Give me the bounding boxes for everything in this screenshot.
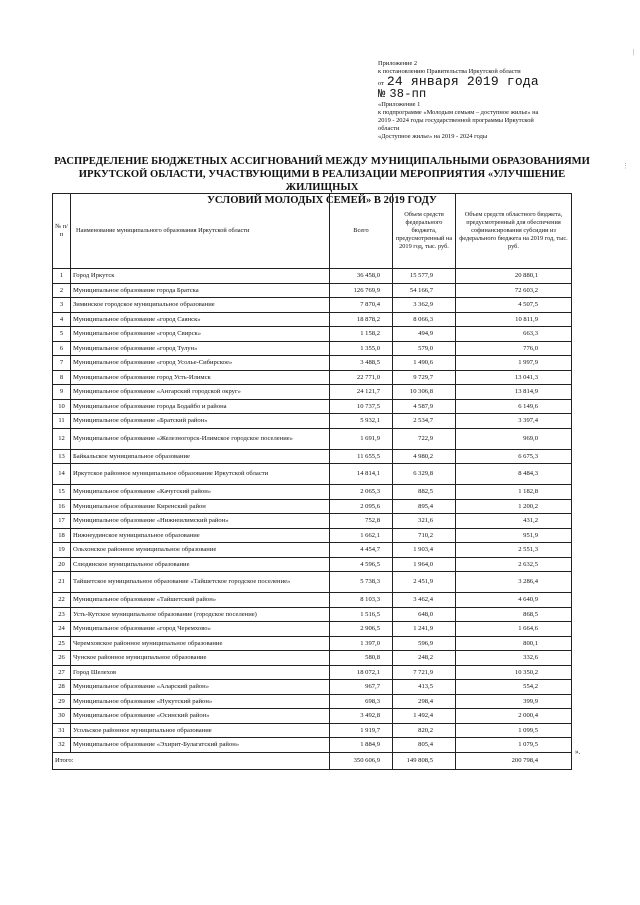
closing-mark: ». — [575, 748, 581, 756]
row-regional: 800,1 — [456, 636, 572, 651]
table-row — [53, 593, 572, 608]
header-name: Наименование муниципального образования Иркутской области — [71, 194, 330, 269]
row-total: 4 454,7 — [330, 543, 393, 558]
table-row — [53, 709, 572, 724]
row-municipality: Город Шелехов — [71, 665, 330, 680]
table-row — [53, 312, 572, 327]
row-municipality: Чунское районное муниципальное образование — [71, 651, 330, 666]
row-federal: 7 721,9 — [393, 665, 456, 680]
row-total: 22 771,0 — [330, 370, 393, 385]
row-federal: 895,4 — [393, 499, 456, 514]
table-row — [53, 738, 572, 753]
row-total: 5 738,3 — [330, 572, 393, 593]
table-row — [53, 499, 572, 514]
row-regional: 399,9 — [456, 694, 572, 709]
row-federal: 820,2 — [393, 723, 456, 738]
table-row — [53, 607, 572, 622]
row-municipality: Муниципальное образование «город Черемхово» — [71, 622, 330, 637]
row-number: 19 — [53, 543, 71, 558]
row-federal: 1 241,9 — [393, 622, 456, 637]
row-federal: 1 903,4 — [393, 543, 456, 558]
table-row — [53, 356, 572, 371]
row-number: 6 — [53, 341, 71, 356]
row-regional: 951,9 — [456, 528, 572, 543]
row-number: 3 — [53, 298, 71, 313]
row-number: 4 — [53, 312, 71, 327]
row-total: 24 121,7 — [330, 385, 393, 400]
table-row — [53, 485, 572, 500]
row-federal: 413,5 — [393, 680, 456, 695]
row-total: 1 662,1 — [330, 528, 393, 543]
row-federal: 1 964,0 — [393, 557, 456, 572]
row-federal: 6 329,8 — [393, 464, 456, 485]
row-federal: 3 362,9 — [393, 298, 456, 313]
row-total: 3 488,5 — [330, 356, 393, 371]
row-number: 27 — [53, 665, 71, 680]
row-municipality: Муниципальное образование «город Свирск» — [71, 327, 330, 342]
row-municipality: Муниципальное образование город Усть-Илимск — [71, 370, 330, 385]
row-federal: 710,2 — [393, 528, 456, 543]
row-federal: 722,9 — [393, 428, 456, 449]
row-federal: 4 980,2 — [393, 449, 456, 464]
row-federal: 321,6 — [393, 514, 456, 529]
row-municipality: Тайшетское муниципальное образование «Тайшетское городское поселение» — [71, 572, 330, 593]
row-regional: 20 880,1 — [456, 269, 572, 284]
row-total: 1 691,9 — [330, 428, 393, 449]
row-federal: 54 166,7 — [393, 283, 456, 298]
row-municipality: Муниципальное образование «город Саянск» — [71, 312, 330, 327]
date-prefix: от — [378, 80, 384, 87]
row-regional: 10 350,2 — [456, 665, 572, 680]
row-municipality: Город Иркутск — [71, 269, 330, 284]
row-municipality: Муниципальное образование «Тайшетский район» — [71, 593, 330, 608]
header-num: № п/п — [53, 194, 71, 269]
row-number: 5 — [53, 327, 71, 342]
row-number: 13 — [53, 449, 71, 464]
title-line: ИРКУТСКОЙ ОБЛАСТИ, УЧАСТВУЮЩИМИ В РЕАЛИЗАЦИИ МЕРОПРИЯТИЯ «УЛУЧШЕНИЕ ЖИЛИЩНЫХ — [78, 169, 566, 193]
table-row — [53, 557, 572, 572]
row-municipality: Черемховское районное муниципальное образование — [71, 636, 330, 651]
table-row — [53, 622, 572, 637]
row-regional: 776,0 — [456, 341, 572, 356]
total-row — [53, 752, 572, 769]
row-federal: 648,0 — [393, 607, 456, 622]
row-total: 1 355,0 — [330, 341, 393, 356]
row-number: 25 — [53, 636, 71, 651]
row-total: 10 737,5 — [330, 399, 393, 414]
row-total: 5 932,1 — [330, 414, 393, 429]
row-total: 1 919,7 — [330, 723, 393, 738]
row-number: 7 — [53, 356, 71, 371]
row-municipality: Муниципальное образование «Качугский район» — [71, 485, 330, 500]
row-federal: 579,0 — [393, 341, 456, 356]
table-row — [53, 283, 572, 298]
row-total: 18 072,1 — [330, 665, 393, 680]
row-number: 2 — [53, 283, 71, 298]
row-municipality: Муниципальное образование города Братска — [71, 283, 330, 298]
total-federal: 149 808,5 — [393, 752, 456, 769]
table-row — [53, 694, 572, 709]
sub-line: области — [378, 125, 400, 132]
total-regional: 200 798,4 — [456, 752, 572, 769]
row-municipality: Муниципальное образование города Бодайбо и района — [71, 399, 330, 414]
row-federal: 248,2 — [393, 651, 456, 666]
row-total: 126 769,9 — [330, 283, 393, 298]
row-regional: 2 551,3 — [456, 543, 572, 558]
row-number: 21 — [53, 572, 71, 593]
row-number: 20 — [53, 557, 71, 572]
row-municipality: Муниципальное образование Киренский район — [71, 499, 330, 514]
row-federal: 10 306,8 — [393, 385, 456, 400]
table-header-row — [53, 194, 572, 269]
row-number: 29 — [53, 694, 71, 709]
table-row — [53, 399, 572, 414]
row-municipality: Муниципальное образование «Нижнеилимский район» — [71, 514, 330, 529]
row-total: 11 655,5 — [330, 449, 393, 464]
row-number: 31 — [53, 723, 71, 738]
allocation-table — [52, 193, 572, 770]
row-municipality: Муниципальное образование «Ангарский городской округ» — [71, 385, 330, 400]
row-total: 2 906,5 — [330, 622, 393, 637]
row-number: 28 — [53, 680, 71, 695]
row-federal: 494,9 — [393, 327, 456, 342]
row-number: 26 — [53, 651, 71, 666]
table-row — [53, 269, 572, 284]
row-regional: 663,3 — [456, 327, 572, 342]
row-regional: 969,0 — [456, 428, 572, 449]
row-federal: 805,4 — [393, 738, 456, 753]
margin-mark: ⋮ — [622, 162, 629, 170]
row-federal: 1 492,4 — [393, 709, 456, 724]
table-body — [53, 269, 572, 753]
row-number: 9 — [53, 385, 71, 400]
row-number: 15 — [53, 485, 71, 500]
row-total: 36 458,0 — [330, 269, 393, 284]
row-number: 32 — [53, 738, 71, 753]
table-row — [53, 385, 572, 400]
row-total: 7 870,4 — [330, 298, 393, 313]
row-number: 8 — [53, 370, 71, 385]
row-total: 1 516,5 — [330, 607, 393, 622]
title-line: УСЛОВИЙ МОЛОДЫХ СЕМЕЙ» В 2019 ГОДУ — [207, 195, 437, 206]
table-row — [53, 528, 572, 543]
table-row — [53, 680, 572, 695]
row-municipality: Муниципальное образование «Осинский район» — [71, 709, 330, 724]
row-total: 3 492,8 — [330, 709, 393, 724]
row-municipality: Нижнеудинское муниципальное образование — [71, 528, 330, 543]
row-federal: 3 462,4 — [393, 593, 456, 608]
row-number: 14 — [53, 464, 71, 485]
row-number: 17 — [53, 514, 71, 529]
row-federal: 298,4 — [393, 694, 456, 709]
table-row — [53, 428, 572, 449]
row-regional: 332,6 — [456, 651, 572, 666]
row-total: 2 095,6 — [330, 499, 393, 514]
row-municipality: Иркутское районное муниципальное образование Иркутской области — [71, 464, 330, 485]
table-row — [53, 665, 572, 680]
number-value: 38-пп — [389, 87, 427, 101]
row-regional: 1 182,8 — [456, 485, 572, 500]
row-total: 18 878,2 — [330, 312, 393, 327]
row-total: 752,8 — [330, 514, 393, 529]
number-line — [378, 88, 578, 100]
row-federal: 2 451,9 — [393, 572, 456, 593]
table-row — [53, 341, 572, 356]
row-number: 23 — [53, 607, 71, 622]
row-total: 4 596,5 — [330, 557, 393, 572]
row-municipality: Муниципальное образование «Нукутский район» — [71, 694, 330, 709]
row-regional: 4 507,5 — [456, 298, 572, 313]
row-number: 18 — [53, 528, 71, 543]
table-row — [53, 572, 572, 593]
title-line: РАСПРЕДЕЛЕНИЕ БЮДЖЕТНЫХ АССИГНОВАНИЙ МЕЖДУ МУНИЦИПАЛЬНЫМИ ОБРАЗОВАНИЯМИ — [54, 156, 590, 167]
header-total: Всего — [330, 194, 393, 269]
row-regional: 554,2 — [456, 680, 572, 695]
row-municipality: Муниципальное образование «город Тулун» — [71, 341, 330, 356]
row-regional: 1 664,6 — [456, 622, 572, 637]
table-row — [53, 370, 572, 385]
row-federal: 4 587,9 — [393, 399, 456, 414]
row-federal: 9 729,7 — [393, 370, 456, 385]
row-municipality: Зиминское городское муниципальное образование — [71, 298, 330, 313]
row-number: 12 — [53, 428, 71, 449]
table-row — [53, 449, 572, 464]
row-federal: 8 066,3 — [393, 312, 456, 327]
row-regional: 431,2 — [456, 514, 572, 529]
row-municipality: Муниципальное образование «Эхирит-Булагатский район» — [71, 738, 330, 753]
row-regional: 13 041,3 — [456, 370, 572, 385]
row-municipality: Муниципальное образование «Братский район» — [71, 414, 330, 429]
row-regional: 1 099,5 — [456, 723, 572, 738]
row-number: 22 — [53, 593, 71, 608]
sub-line: к подпрограмме «Молодым семьям – доступное жилье» на — [378, 109, 539, 116]
sub-appendix-label: «Приложение 1 — [378, 101, 421, 108]
row-regional: 2 632,5 — [456, 557, 572, 572]
row-total: 1 397,0 — [330, 636, 393, 651]
row-regional: 868,5 — [456, 607, 572, 622]
row-regional: 3 286,4 — [456, 572, 572, 593]
sub-line: 2019 - 2024 годы государственной программы Иркутской — [378, 117, 534, 124]
row-municipality: Муниципальное образование «Аларский район» — [71, 680, 330, 695]
row-federal: 882,5 — [393, 485, 456, 500]
row-regional: 1 079,5 — [456, 738, 572, 753]
row-total: 698,3 — [330, 694, 393, 709]
row-number: 1 — [53, 269, 71, 284]
resolution-line: к постановлению Правительства Иркутской области — [378, 68, 521, 75]
row-total: 1 158,2 — [330, 327, 393, 342]
row-municipality: Слюдянское муниципальное образование — [71, 557, 330, 572]
table-row — [53, 543, 572, 558]
row-regional: 6 675,3 — [456, 449, 572, 464]
row-municipality: Байкальское муниципальное образование — [71, 449, 330, 464]
margin-mark: | — [633, 48, 635, 56]
row-regional: 1 997,9 — [456, 356, 572, 371]
row-federal: 15 577,9 — [393, 269, 456, 284]
row-regional: 6 149,6 — [456, 399, 572, 414]
table-row — [53, 723, 572, 738]
number-prefix: № — [378, 87, 386, 101]
row-total: 580,8 — [330, 651, 393, 666]
row-regional: 3 397,4 — [456, 414, 572, 429]
total-label: Итого: — [53, 752, 330, 769]
row-total: 8 103,3 — [330, 593, 393, 608]
date-value: 24 января 2019 года — [386, 74, 539, 89]
table-row — [53, 514, 572, 529]
row-number: 24 — [53, 622, 71, 637]
header-federal: Объем средств федерального бюджета, предусмотренный на 2019 год, тыс. руб. — [393, 194, 456, 269]
header-regional: Объем средств областного бюджета, предусмотренный для обеспечения софинансирования субсидии из федерального бюджета на 2019 год, тыс. руб. — [456, 194, 572, 269]
table-row — [53, 298, 572, 313]
row-regional: 10 811,9 — [456, 312, 572, 327]
row-regional: 2 000,4 — [456, 709, 572, 724]
table-row — [53, 636, 572, 651]
row-number: 11 — [53, 414, 71, 429]
row-number: 10 — [53, 399, 71, 414]
row-municipality: Муниципальное образование «город Усолье-Сибирское» — [71, 356, 330, 371]
row-number: 30 — [53, 709, 71, 724]
row-regional: 72 603,2 — [456, 283, 572, 298]
row-regional: 8 484,3 — [456, 464, 572, 485]
row-municipality: Усть-Кутское муниципальное образование (городское поселение) — [71, 607, 330, 622]
row-regional: 1 200,2 — [456, 499, 572, 514]
sub-line: «Доступное жилье» на 2019 - 2024 годы — [378, 133, 488, 140]
table-row — [53, 327, 572, 342]
row-regional: 4 640,9 — [456, 593, 572, 608]
row-regional: 13 814,9 — [456, 385, 572, 400]
row-municipality: Усольское районное муниципальное образование — [71, 723, 330, 738]
table-row — [53, 414, 572, 429]
row-municipality: Ольхонское районное муниципальное образование — [71, 543, 330, 558]
row-total: 2 065,3 — [330, 485, 393, 500]
row-municipality: Муниципальное образование «Железногорск-Илимское городское поселение» — [71, 428, 330, 449]
row-federal: 1 490,6 — [393, 356, 456, 371]
appendix-header — [378, 60, 578, 141]
row-federal: 596,9 — [393, 636, 456, 651]
row-federal: 2 534,7 — [393, 414, 456, 429]
table-row — [53, 651, 572, 666]
table-row — [53, 464, 572, 485]
row-number: 16 — [53, 499, 71, 514]
appendix-label: Приложение 2 — [378, 60, 418, 67]
row-total: 1 884,9 — [330, 738, 393, 753]
row-total: 14 814,1 — [330, 464, 393, 485]
total-sum: 350 606,9 — [330, 752, 393, 769]
row-total: 967,7 — [330, 680, 393, 695]
